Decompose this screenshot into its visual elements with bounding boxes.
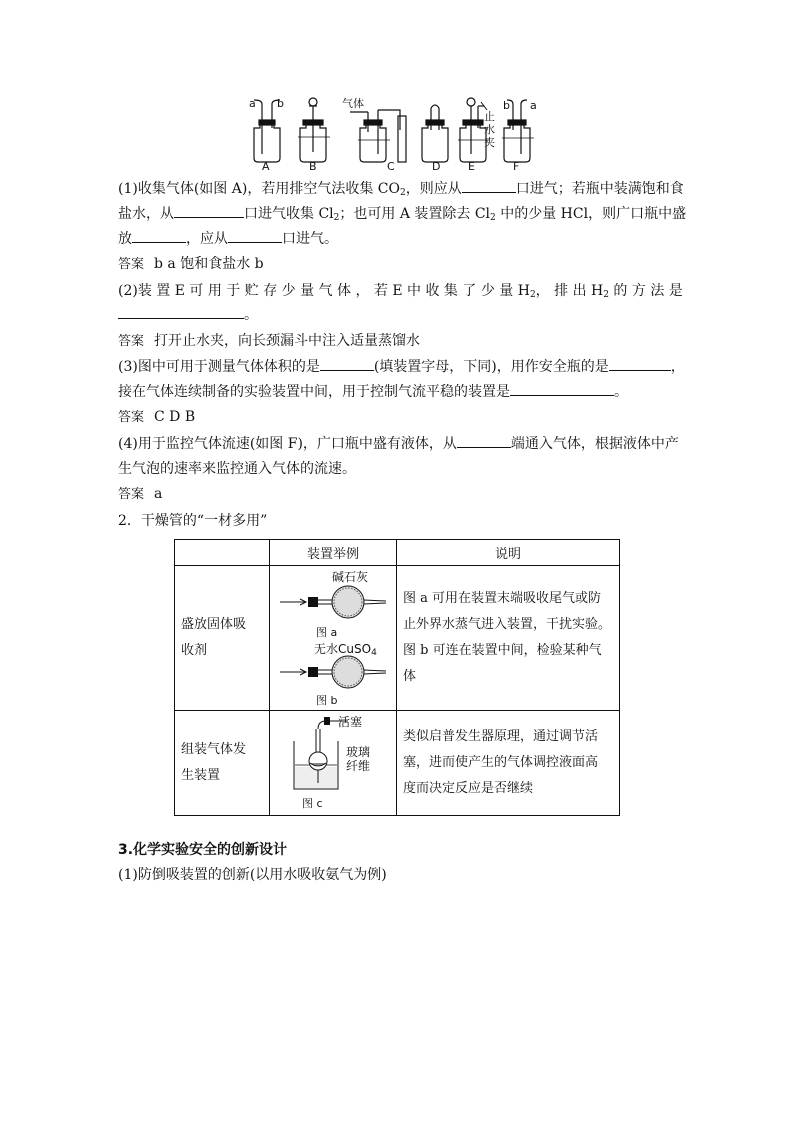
q1-text-j: 口进气。 (282, 231, 338, 247)
q1-line3 (118, 228, 678, 250)
answer-blank[interactable] (462, 178, 516, 193)
q1-text-b: ，则应从 (405, 181, 462, 197)
q3-text-e: 。 (614, 384, 628, 400)
q3-text-c: ， (670, 359, 685, 375)
q3-text-d: 接在气体连续制备的实验装置中间，用于控制气流平稳的装置是 (118, 384, 510, 400)
q4-answer (118, 483, 678, 506)
q3-answer (118, 406, 678, 429)
note-line: 图 b 可连在装置中间，检验某种气 (403, 643, 602, 658)
q1-line2 (118, 203, 687, 229)
label-stop-clamp-2: 水 (484, 123, 495, 136)
note-line: 塞，进而使产生的气体调控液面高 (403, 755, 599, 770)
answer-label: 答案 (118, 257, 145, 272)
answer-blank[interactable] (609, 356, 671, 371)
table-cell-use (175, 566, 270, 711)
figure-c-caption: 图 c (302, 797, 323, 810)
answer-text: 打开止水夹，向长颈漏斗中注入适量蒸馏水 (154, 333, 421, 349)
q1-text-h: 放 (118, 231, 132, 247)
apparatus-label-D: D (432, 160, 441, 173)
label-a-F: a (530, 99, 537, 112)
q2-text-a: (2)装 置 E 可 用 于 贮 存 少 量 气 体 ， 若 E 中 收 集 了 少 量 H (118, 283, 530, 299)
table-row (175, 566, 620, 711)
q2-line1 (118, 280, 683, 306)
note-line: 度而决定反应是否继续 (403, 781, 534, 796)
q2-text-c: 的 方 法 是 (608, 283, 683, 299)
table-header-cell (175, 540, 270, 566)
q3-text-b: (填装置字母，下同)，用作安全瓶的是 (373, 359, 609, 375)
q3-line1 (118, 356, 685, 378)
q1-line1 (118, 178, 684, 204)
section3-title: 3.化学实验安全的创新设计 (118, 842, 288, 858)
q3-line2 (118, 381, 678, 403)
glass-fiber-label-2: 纤维 (346, 759, 371, 773)
use-text: 组装气体发 (181, 742, 247, 757)
drying-tube-b-icon (280, 650, 390, 694)
table-cell-figure (270, 566, 397, 711)
apparatus-label-A: A (262, 160, 270, 173)
subscript: 4 (371, 648, 377, 658)
answer-label: 答案 (118, 487, 145, 502)
q2-line2 (118, 304, 678, 326)
q1-text-c: 口进气；若瓶中装满饱和食 (515, 181, 684, 197)
figure-b-caption: 图 b (316, 694, 338, 707)
subscript: 2 (333, 213, 340, 223)
table-cell-use (175, 711, 270, 816)
q2-text-b: ， 排 出 H (535, 283, 604, 299)
cuso4-text: 无水CuSO (314, 642, 372, 656)
bottle-B (298, 98, 330, 162)
use-text: 生装置 (181, 768, 221, 783)
drying-tube-a-icon (280, 578, 390, 622)
apparatus-label-F: F (513, 160, 520, 173)
bottle-D (422, 105, 448, 162)
table-cell-note (397, 711, 620, 816)
answer-text: C D B (154, 409, 196, 425)
answer-blank[interactable] (510, 381, 614, 396)
drying-tube-table (174, 539, 620, 816)
q1-text-g: 中的少量 HCl，则广口瓶中盛 (495, 206, 687, 222)
label-gas: 气体 (342, 97, 364, 110)
subscript: 2 (529, 290, 536, 300)
table-header-row (175, 540, 620, 566)
label-a-A: a (249, 97, 256, 110)
q4-text-b: 端通入气体，根据液体中产 (510, 436, 679, 452)
table-header-cell: 说明 (397, 540, 620, 566)
answer-blank[interactable] (132, 228, 186, 243)
q4-line2 (118, 458, 678, 480)
answer-text: b a 饱和食盐水 b (154, 256, 264, 272)
section3-subtitle: (1)防倒吸装置的创新(以用水吸收氨气为例) (118, 867, 387, 883)
label-b-F: b (503, 99, 510, 112)
section2-title: 2．干燥管的“一材多用” (118, 513, 268, 529)
q1-text-a: (1)收集气体(如图 A)，若用排空气法收集 CO (118, 181, 400, 197)
subscript: 2 (603, 290, 609, 300)
glass-fiber-label-1: 玻璃 (346, 745, 371, 759)
note-line: 止外界水蒸气进入装置，干扰实验。 (403, 617, 612, 632)
q1-text-f: ；也可用 A 装置除去 Cl (339, 206, 491, 222)
table-header-cell: 装置举例 (270, 540, 397, 566)
apparatus-label-E: E (468, 160, 475, 173)
q1-text-e: 口进气收集 Cl (244, 206, 334, 222)
answer-blank[interactable] (320, 356, 374, 371)
label-stop-clamp-1: 止 (484, 110, 495, 123)
table-row (175, 711, 620, 816)
q1-text-i: ，应从 (186, 231, 228, 247)
subscript: 2 (490, 213, 496, 223)
figure-a-caption: 图 a (316, 626, 338, 639)
q2-answer (118, 330, 678, 353)
answer-blank[interactable] (228, 228, 282, 243)
label-b-A: b (277, 97, 284, 110)
q3-text-a: (3)图中可用于测量气体体积的是 (118, 359, 320, 375)
apparatus-label-B: B (309, 160, 317, 173)
q2-text-d: 。 (244, 307, 258, 323)
answer-text: a (154, 486, 163, 502)
q4-text-c: 生气泡的速率来监控通入气体的流速。 (118, 461, 356, 477)
table-cell-figure (270, 711, 397, 816)
answer-blank[interactable] (457, 433, 511, 448)
soda-lime-label: 碱石灰 (332, 570, 369, 584)
use-text: 收剂 (181, 643, 208, 658)
answer-label: 答案 (118, 410, 145, 425)
apparatus-label-C: C (387, 160, 395, 173)
bottle-C (350, 110, 406, 162)
subscript: 2 (399, 188, 406, 198)
answer-label: 答案 (118, 334, 145, 349)
note-line: 类似启普发生器原理，通过调节活 (403, 729, 599, 744)
answer-blank[interactable] (118, 304, 244, 319)
use-text: 盛放固体吸 (181, 617, 247, 632)
answer-blank[interactable] (174, 203, 244, 218)
piston-label: 活塞 (338, 715, 363, 729)
table-cell-note (397, 566, 620, 711)
note-line: 体 (403, 669, 417, 684)
q1-text-d: 盐水，从 (118, 206, 174, 222)
label-stop-clamp-3: 夹 (484, 136, 495, 149)
q4-text-a: (4)用于监控气体流速(如图 F)，广口瓶中盛有液体，从 (118, 436, 457, 452)
q4-line1 (118, 433, 678, 455)
q1-answer (118, 253, 678, 276)
note-line: 图 a 可用在装置末端吸收尾气或防 (403, 591, 602, 606)
